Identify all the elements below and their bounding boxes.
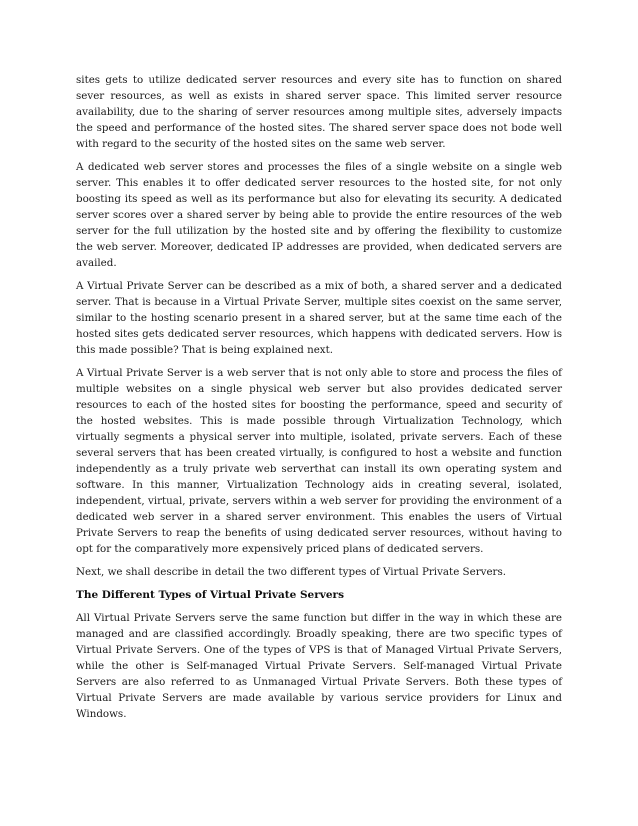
paragraph-vps-types: All Virtual Private Servers serve the same function but differ in the way in which these are managed and are classified accordingly. Broadly speaking, there are two specific types of Virtual Private Servers. One of the types of VPS is that of Managed Virtual Private Servers, while the other is Self-managed Virtual Private Servers. Self-managed Virtual Private Servers are also referred to as Unmanaged Virtual Private Servers. Both these types of Virtual Private Servers are made available by various service providers for Linux and Windows. [76, 612, 562, 720]
paragraph-shared-server-limits: sites gets to utilize dedicated server resources and every site has to function on shared sever resources, as well as exists in shared server space. This limited server resource availability, due to the sharing of server resources among multiple sites, adversely impacts the speed and performance of the hosted sites. The shared server space does not bode well with regard to the security of the hosted sites on the same web server. [76, 74, 562, 150]
paragraph-next-section: Next, we shall describe in detail the two different types of Virtual Private Servers. [76, 566, 507, 578]
paragraph-vps-intro: A Virtual Private Server can be described as a mix of both, a shared server and a dedicated server. That is because in a Virtual Private Server, multiple sites coexist on the same server, similar to the hosting scenario present in a shared server, but at the same time each of the hosted sites gets dedicated server resources, which happens with dedicated servers. How is this made possible? That is being explained next. [76, 280, 562, 356]
paragraph-vps-explained: A Virtual Private Server is a web server that is not only able to store and process the files of multiple websites on a single physical web server but also provides dedicated server resources to each of the hosted sites for boosting the performance, speed and security of the hosted websites. This is made possible through Virtualization Technology, which virtually segments a physical server into multiple, isolated, private servers. Each of these several servers that has been created virtually, is configured to host a website and function independently as a truly private web serverthat can install its own operating system and software. In this manner, Virtualization Technology aids in creating several, isolated, independent, virtual, private, servers within a web server for providing the environment of a dedicated web server in a shared server environment. This enables the users of Virtual Private Servers to reap the benefits of using dedicated server resources, without having to opt for the comparatively more expensively priced plans of dedicated servers. [76, 367, 562, 555]
paragraph-dedicated-server: A dedicated web server stores and processes the files of a single website on a single web server. This enables it to offer dedicated server resources to the hosted site, for not only boosting its speed as well as its performance but also for elevating its security. A dedicated server scores over a shared server by being able to provide the entire resources of the web server for the full utilization by the hosted site and by offering the flexibility to customize the web server. Moreover, dedicated IP addresses are provided, when dedicated servers are availed. [76, 161, 562, 269]
section-heading: The Different Types of Virtual Private Servers [76, 589, 344, 601]
document-page [76, 72, 562, 729]
